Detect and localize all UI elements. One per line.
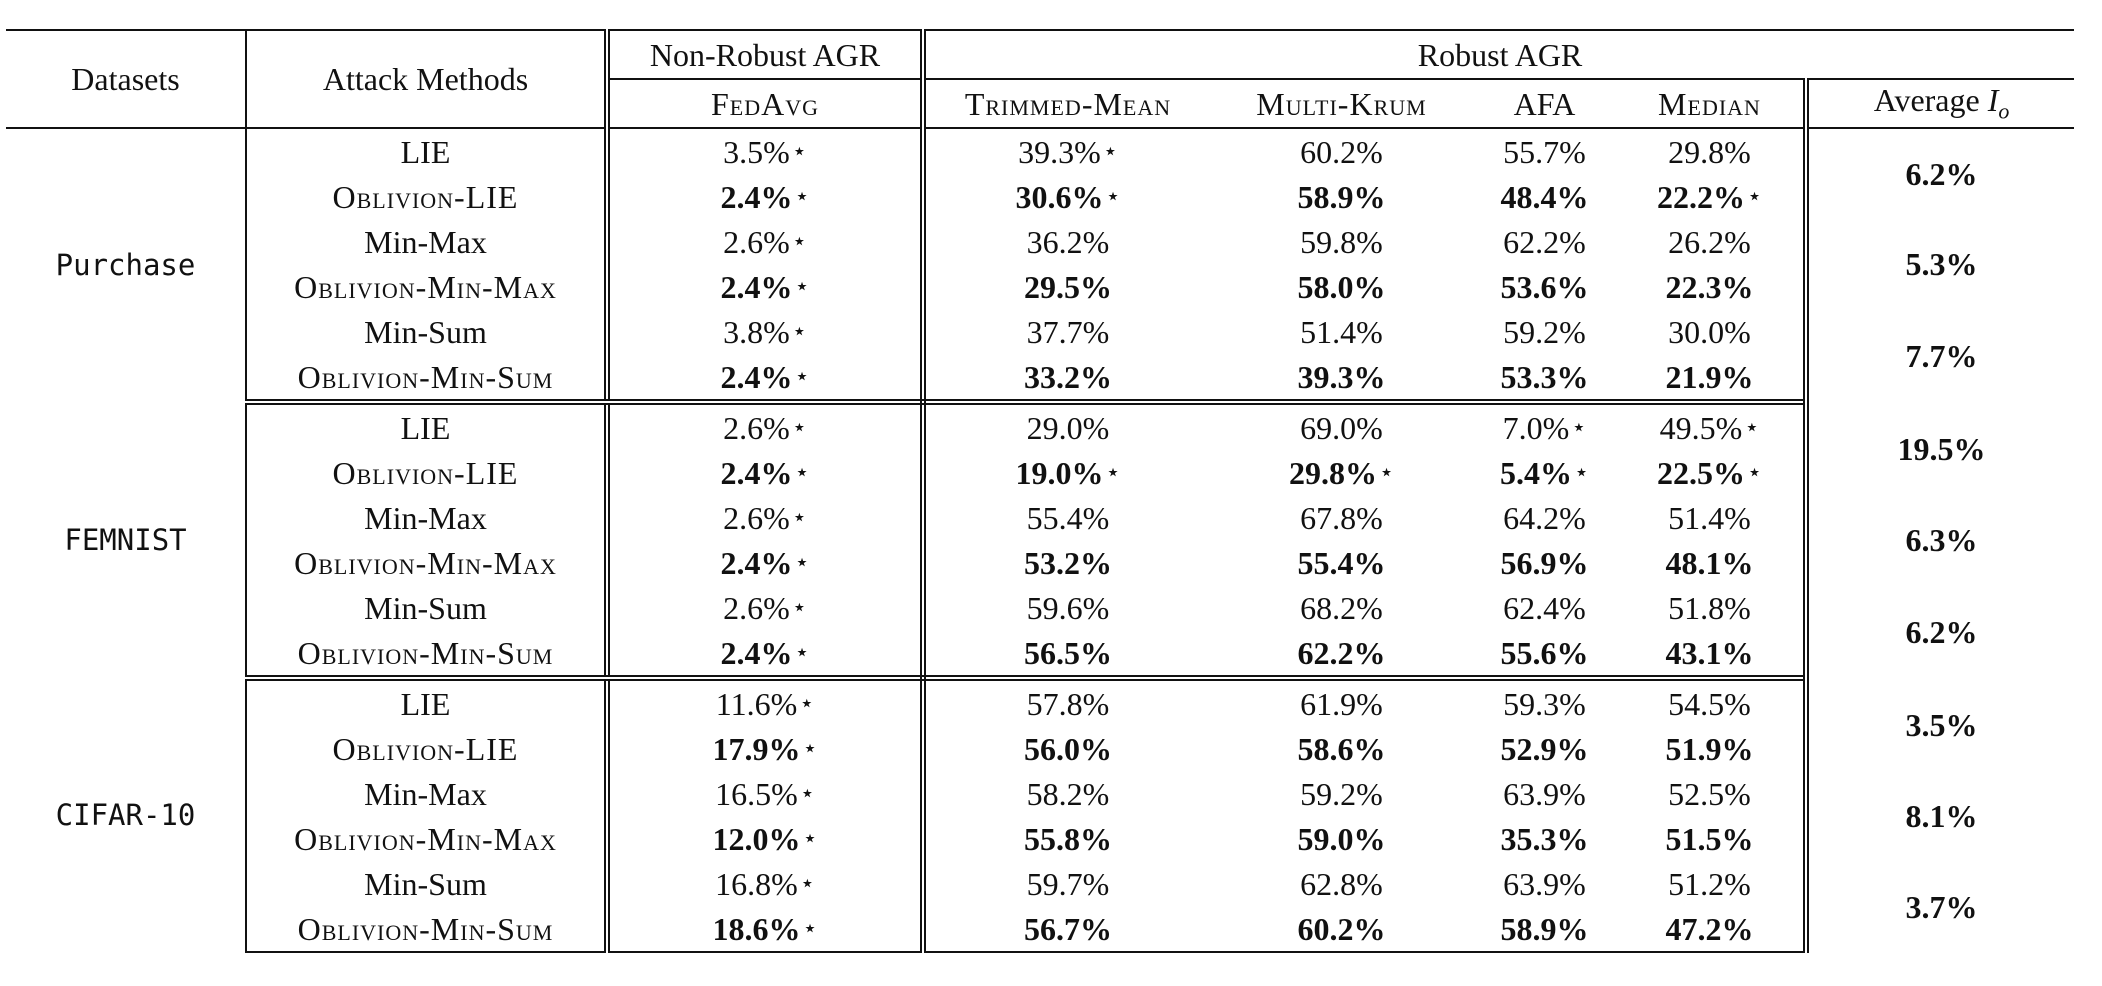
value-fedavg (607, 219, 923, 264)
value-text: 2.4% (720, 358, 793, 395)
average-io-value (1806, 771, 2074, 861)
value-multi-krum (1210, 402, 1473, 450)
value-median (1616, 906, 1806, 952)
value-text: 51.4% (1300, 313, 1383, 350)
value-afa (1473, 264, 1616, 309)
attack-method-label: Oblivion-LIE (332, 454, 519, 491)
value-text: 62.8% (1300, 865, 1383, 902)
value-afa (1473, 309, 1616, 354)
value-text: 2.4% (720, 454, 793, 491)
value-multi-krum (1210, 906, 1473, 952)
attack-method-label: Min-Max (364, 775, 487, 812)
attack-method-label: Oblivion-Min-Max (294, 268, 557, 305)
attack-method-label: Oblivion-Min-Max (294, 820, 557, 857)
value-afa (1473, 450, 1616, 495)
results-table (6, 29, 2074, 953)
value-text: 51.2% (1668, 865, 1751, 902)
value-median (1616, 678, 1806, 726)
value-median (1616, 630, 1806, 678)
value-text: 54.5% (1668, 685, 1751, 722)
value-trimmed-mean (923, 816, 1210, 861)
value-afa (1473, 771, 1616, 816)
attack-method-label: Min-Max (364, 499, 487, 536)
value-text: 56.9% (1500, 544, 1589, 581)
attack-method-label: Min-Sum (364, 865, 487, 902)
value-multi-krum (1210, 771, 1473, 816)
significance-star-icon: ⋆ (802, 915, 818, 942)
value-text: 55.8% (1024, 820, 1112, 857)
header-non-robust-agr: Non-Robust AGR (607, 30, 923, 79)
significance-star-icon: ⋆ (1744, 414, 1760, 441)
value-text: 30.0% (1668, 313, 1751, 350)
value-trimmed-mean (923, 309, 1210, 354)
value-median (1616, 128, 1806, 174)
attack-method-label: Oblivion-Min-Sum (297, 634, 554, 671)
value-median (1616, 219, 1806, 264)
value-multi-krum (1210, 585, 1473, 630)
value-text: 35.3% (1500, 820, 1589, 857)
average-io-value (1806, 402, 2074, 495)
value-text: 18.6% (712, 910, 801, 947)
value-text: 47.2% (1665, 910, 1754, 947)
value-multi-krum (1210, 354, 1473, 402)
value-fedavg (607, 678, 923, 726)
value-text: 59.3% (1503, 685, 1586, 722)
value-text: 49.5% (1659, 409, 1743, 446)
value-text: 39.3% (1018, 133, 1101, 170)
significance-star-icon: ⋆ (794, 549, 810, 576)
table-row (6, 678, 2074, 726)
value-text: 2.4% (720, 544, 793, 581)
attack-method-label: Oblivion-LIE (332, 730, 519, 767)
table-row (6, 771, 2074, 816)
value-median (1616, 264, 1806, 309)
header-multi-krum: Multi-Krum (1210, 79, 1473, 128)
value-text: 59.0% (1297, 820, 1386, 857)
table-row (6, 219, 2074, 264)
value-trimmed-mean (923, 174, 1210, 219)
value-afa (1473, 174, 1616, 219)
value-afa (1473, 354, 1616, 402)
header-attack-methods: Attack Methods (246, 30, 607, 128)
value-text: 58.6% (1297, 730, 1386, 767)
header-average-io (1806, 79, 2074, 128)
value-text: 64.2% (1503, 499, 1586, 536)
value-text: 51.9% (1665, 730, 1754, 767)
header-datasets: Datasets (6, 30, 246, 128)
attack-method-label: Oblivion-Min-Sum (297, 358, 554, 395)
significance-star-icon: ⋆ (799, 870, 815, 897)
dataset-name: FEMNIST (64, 522, 187, 557)
attack-method (246, 219, 607, 264)
value-text: 48.4% (1500, 178, 1589, 215)
value-text: 56.7% (1024, 910, 1112, 947)
average-io-value (1806, 495, 2074, 585)
value-text: 58.9% (1297, 178, 1386, 215)
value-text: 29.0% (1026, 409, 1110, 446)
value-text: 48.1% (1665, 544, 1754, 581)
significance-star-icon: ⋆ (1105, 183, 1121, 210)
value-trimmed-mean (923, 495, 1210, 540)
value-trimmed-mean (923, 450, 1210, 495)
value-fedavg (607, 861, 923, 906)
value-trimmed-mean (923, 630, 1210, 678)
value-text: 37.7% (1026, 313, 1110, 350)
value-trimmed-mean (923, 264, 1210, 309)
table-row (6, 585, 2074, 630)
value-text: 22.3% (1665, 268, 1754, 305)
value-text: 2.4% (720, 268, 793, 305)
value-text: 29.5% (1024, 268, 1112, 305)
value-multi-krum (1210, 309, 1473, 354)
value-fedavg (607, 540, 923, 585)
average-io-text: 6.3% (1905, 522, 1978, 558)
value-fedavg (607, 402, 923, 450)
attack-method-label: Min-Sum (364, 589, 487, 626)
average-io-text: 3.5% (1905, 706, 1978, 743)
attack-method-label: Min-Sum (364, 313, 487, 350)
value-text: 60.2% (1297, 910, 1386, 947)
significance-star-icon: ⋆ (802, 735, 818, 762)
value-afa (1473, 128, 1616, 174)
value-median (1616, 771, 1806, 816)
significance-star-icon: ⋆ (791, 414, 807, 441)
value-median (1616, 585, 1806, 630)
table-row (6, 450, 2074, 495)
average-io-value (1806, 585, 2074, 678)
value-text: 19.0% (1015, 454, 1104, 491)
value-text: 63.9% (1503, 865, 1586, 902)
value-fedavg (607, 495, 923, 540)
attack-method (246, 630, 607, 678)
significance-star-icon: ⋆ (794, 363, 810, 390)
value-text: 26.2% (1668, 223, 1751, 260)
value-trimmed-mean (923, 402, 1210, 450)
value-fedavg (607, 174, 923, 219)
value-text: 62.2% (1297, 634, 1386, 671)
value-text: 52.5% (1668, 775, 1751, 812)
value-text: 17.9% (712, 730, 801, 767)
attack-method (246, 402, 607, 450)
attack-method (246, 585, 607, 630)
value-fedavg (607, 264, 923, 309)
value-afa (1473, 540, 1616, 585)
significance-star-icon: ⋆ (1378, 459, 1395, 486)
attack-method (246, 450, 607, 495)
value-median (1616, 309, 1806, 354)
value-text: 3.8% (723, 313, 790, 350)
attack-method (246, 816, 607, 861)
value-multi-krum (1210, 495, 1473, 540)
value-afa (1473, 495, 1616, 540)
attack-method (246, 771, 607, 816)
value-multi-krum (1210, 264, 1473, 309)
value-multi-krum (1210, 219, 1473, 264)
value-text: 2.6% (723, 589, 790, 626)
value-text: 16.8% (715, 865, 798, 902)
significance-star-icon: ⋆ (791, 228, 807, 255)
table-row (6, 861, 2074, 906)
header-average-var: I (1987, 82, 1999, 119)
value-text: 58.9% (1500, 910, 1589, 947)
table-row (6, 264, 2074, 309)
average-io-text: 8.1% (1905, 798, 1978, 834)
header-afa: AFA (1473, 79, 1616, 128)
value-trimmed-mean (923, 678, 1210, 726)
header-average-sub: o (1998, 98, 2010, 124)
value-median (1616, 540, 1806, 585)
value-multi-krum (1210, 174, 1473, 219)
value-text: 51.4% (1668, 499, 1751, 536)
significance-star-icon: ⋆ (791, 504, 807, 531)
header-average-label: Average (1873, 82, 1988, 119)
value-text: 53.3% (1500, 358, 1589, 395)
value-text: 53.2% (1024, 544, 1112, 581)
table-row (6, 630, 2074, 678)
value-text: 51.5% (1665, 820, 1754, 857)
value-text: 11.6% (715, 685, 798, 722)
value-text: 2.4% (720, 634, 793, 671)
average-io-text: 19.5% (1897, 430, 1986, 467)
value-text: 7.0% (1502, 409, 1570, 446)
value-median (1616, 354, 1806, 402)
value-multi-krum (1210, 816, 1473, 861)
attack-method (246, 309, 607, 354)
attack-method (246, 861, 607, 906)
value-text: 59.2% (1503, 313, 1586, 350)
value-text: 36.2% (1026, 223, 1110, 260)
attack-method (246, 906, 607, 952)
significance-star-icon: ⋆ (791, 318, 807, 345)
significance-star-icon: ⋆ (791, 138, 807, 165)
table-body (6, 128, 2074, 952)
attack-method-label: Oblivion-LIE (332, 178, 519, 215)
value-text: 22.2% (1656, 178, 1745, 215)
value-multi-krum (1210, 678, 1473, 726)
value-multi-krum (1210, 726, 1473, 771)
significance-star-icon: ⋆ (1573, 459, 1590, 486)
value-text: 55.6% (1500, 634, 1589, 671)
table-row (6, 174, 2074, 219)
value-text: 59.6% (1026, 589, 1110, 626)
attack-method (246, 128, 607, 174)
value-text: 61.9% (1300, 685, 1383, 722)
value-median (1616, 726, 1806, 771)
value-text: 2.4% (720, 178, 793, 215)
value-fedavg (607, 309, 923, 354)
value-trimmed-mean (923, 585, 1210, 630)
significance-star-icon: ⋆ (794, 183, 810, 210)
average-io-text: 5.3% (1905, 246, 1978, 282)
value-fedavg (607, 726, 923, 771)
table-row (6, 495, 2074, 540)
attack-method (246, 540, 607, 585)
value-median (1616, 450, 1806, 495)
dataset-name: Purchase (55, 248, 196, 282)
value-fedavg (607, 354, 923, 402)
value-multi-krum (1210, 861, 1473, 906)
significance-star-icon: ⋆ (1102, 138, 1118, 165)
significance-star-icon: ⋆ (791, 594, 807, 621)
value-afa (1473, 678, 1616, 726)
significance-star-icon: ⋆ (794, 639, 810, 666)
average-io-value (1806, 128, 2074, 219)
value-afa (1473, 906, 1616, 952)
significance-star-icon: ⋆ (1571, 414, 1587, 441)
value-text: 56.5% (1024, 634, 1112, 671)
table-row (6, 816, 2074, 861)
value-afa (1473, 219, 1616, 264)
value-median (1616, 495, 1806, 540)
value-text: 55.4% (1026, 499, 1110, 536)
attack-method-label: Oblivion-Min-Sum (297, 910, 554, 947)
value-text: 3.5% (723, 133, 790, 170)
value-trimmed-mean (923, 861, 1210, 906)
header-robust-agr: Robust AGR (923, 30, 2074, 79)
value-multi-krum (1210, 450, 1473, 495)
attack-method-label: LIE (400, 133, 451, 170)
header-trimmed-mean: Trimmed-Mean (923, 79, 1210, 128)
significance-star-icon: ⋆ (799, 690, 815, 717)
value-trimmed-mean (923, 726, 1210, 771)
value-text: 52.9% (1500, 730, 1589, 767)
attack-method (246, 495, 607, 540)
value-text: 67.8% (1300, 499, 1383, 536)
value-text: 22.5% (1656, 454, 1745, 491)
value-afa (1473, 816, 1616, 861)
value-trimmed-mean (923, 354, 1210, 402)
value-fedavg (607, 128, 923, 174)
average-io-value (1806, 861, 2074, 952)
average-io-value (1806, 309, 2074, 402)
value-text: 55.4% (1297, 544, 1386, 581)
attack-method-label: Min-Max (364, 223, 487, 260)
attack-method (246, 264, 607, 309)
value-text: 56.0% (1024, 730, 1112, 767)
value-text: 2.6% (723, 409, 790, 446)
significance-star-icon: ⋆ (1746, 459, 1763, 486)
value-text: 63.9% (1503, 775, 1586, 812)
value-multi-krum (1210, 540, 1473, 585)
value-fedavg (607, 450, 923, 495)
value-fedavg (607, 906, 923, 952)
value-median (1616, 174, 1806, 219)
value-text: 58.0% (1297, 268, 1386, 305)
dataset-name: CIFAR-10 (55, 797, 196, 832)
value-fedavg (607, 771, 923, 816)
value-text: 39.3% (1297, 358, 1386, 395)
attack-method-label: LIE (400, 409, 451, 446)
attack-method (246, 678, 607, 726)
header-median: Median (1616, 79, 1806, 128)
table-row (6, 726, 2074, 771)
average-io-text: 7.7% (1905, 337, 1978, 374)
value-fedavg (607, 630, 923, 678)
attack-method (246, 726, 607, 771)
significance-star-icon: ⋆ (794, 273, 810, 300)
value-trimmed-mean (923, 219, 1210, 264)
average-io-value (1806, 678, 2074, 771)
value-text: 29.8% (1288, 454, 1377, 491)
value-fedavg (607, 816, 923, 861)
average-io-text: 3.7% (1905, 888, 1978, 925)
value-text: 59.2% (1300, 775, 1383, 812)
value-text: 60.2% (1300, 133, 1383, 170)
value-fedavg (607, 585, 923, 630)
value-text: 2.6% (723, 499, 790, 536)
value-text: 33.2% (1024, 358, 1112, 395)
value-median (1616, 816, 1806, 861)
value-text: 68.2% (1300, 589, 1383, 626)
attack-method (246, 354, 607, 402)
significance-star-icon: ⋆ (1105, 459, 1121, 486)
significance-star-icon: ⋆ (1746, 183, 1763, 210)
value-text: 2.6% (723, 223, 790, 260)
table-row (6, 354, 2074, 402)
value-median (1616, 861, 1806, 906)
significance-star-icon: ⋆ (802, 825, 818, 852)
value-text: 59.7% (1026, 865, 1110, 902)
table-row (6, 540, 2074, 585)
significance-star-icon: ⋆ (799, 780, 815, 807)
value-trimmed-mean (923, 128, 1210, 174)
value-text: 12.0% (712, 820, 801, 857)
value-text: 29.8% (1668, 133, 1751, 170)
value-afa (1473, 585, 1616, 630)
value-text: 53.6% (1500, 268, 1589, 305)
header-fedavg: FedAvg (607, 79, 923, 128)
table-row (6, 309, 2074, 354)
value-text: 16.5% (715, 775, 798, 812)
value-text: 55.7% (1503, 133, 1586, 170)
average-io-value (1806, 219, 2074, 309)
value-text: 57.8% (1026, 685, 1110, 722)
value-text: 59.8% (1300, 223, 1383, 260)
value-text: 43.1% (1665, 634, 1754, 671)
table-row (6, 402, 2074, 450)
value-text: 5.4% (1499, 454, 1572, 491)
value-trimmed-mean (923, 540, 1210, 585)
value-text: 51.8% (1668, 589, 1751, 626)
value-text: 62.4% (1503, 589, 1586, 626)
table-row (6, 128, 2074, 174)
value-median (1616, 402, 1806, 450)
value-afa (1473, 630, 1616, 678)
value-afa (1473, 726, 1616, 771)
value-afa (1473, 861, 1616, 906)
value-text: 21.9% (1665, 358, 1754, 395)
value-multi-krum (1210, 128, 1473, 174)
average-io-text: 6.2% (1905, 156, 1978, 192)
table-row (6, 906, 2074, 952)
attack-method-label: Oblivion-Min-Max (294, 544, 557, 581)
value-multi-krum (1210, 630, 1473, 678)
value-trimmed-mean (923, 906, 1210, 952)
value-text: 69.0% (1300, 409, 1383, 446)
significance-star-icon: ⋆ (794, 459, 810, 486)
value-afa (1473, 402, 1616, 450)
value-text: 58.2% (1026, 775, 1110, 812)
average-io-text: 6.2% (1905, 613, 1978, 650)
attack-method-label: LIE (400, 685, 451, 722)
value-trimmed-mean (923, 771, 1210, 816)
attack-method (246, 174, 607, 219)
value-text: 62.2% (1503, 223, 1586, 260)
value-text: 30.6% (1015, 178, 1104, 215)
